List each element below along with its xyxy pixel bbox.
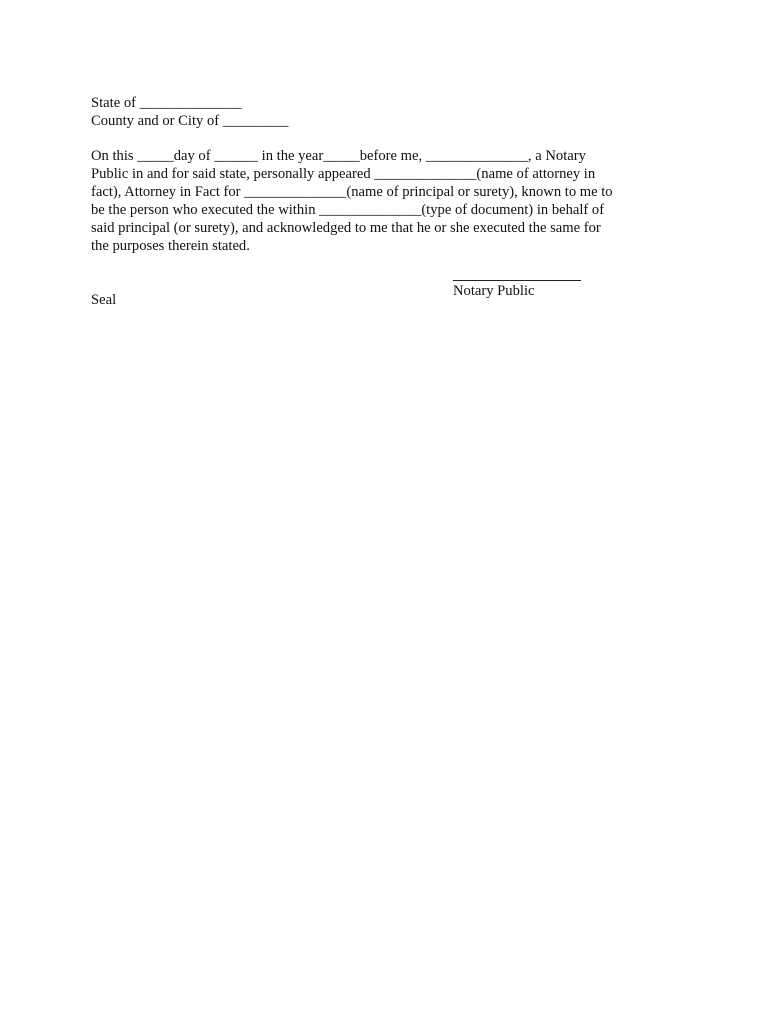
- paragraph-line: be the person who executed the within ______________(type of document) in behalf of: [91, 202, 605, 218]
- paragraph-line: Public in and for said state, personally appeared ______________(name of attorney in: [91, 166, 596, 182]
- acknowledgment-paragraph: [91, 147, 613, 255]
- paragraph-line: On this _____day of ______ in the year_____before me, ______________, a Notary: [91, 148, 586, 164]
- paragraph-line: fact), Attorney in Fact for ______________(name of principal or surety), known to me to: [91, 184, 613, 200]
- state-line: State of ______________: [91, 95, 242, 111]
- notary-signature-block: [453, 280, 583, 300]
- notary-public-label: Notary Public: [453, 283, 535, 299]
- signature-line: [453, 280, 581, 281]
- seal-label: Seal: [91, 292, 117, 308]
- paragraph-line: said principal (or surety), and acknowledged to me that he or she executed the same for: [91, 220, 601, 236]
- paragraph-line: the purposes therein stated.: [91, 238, 250, 254]
- county-line: County and or City of _________: [91, 113, 289, 129]
